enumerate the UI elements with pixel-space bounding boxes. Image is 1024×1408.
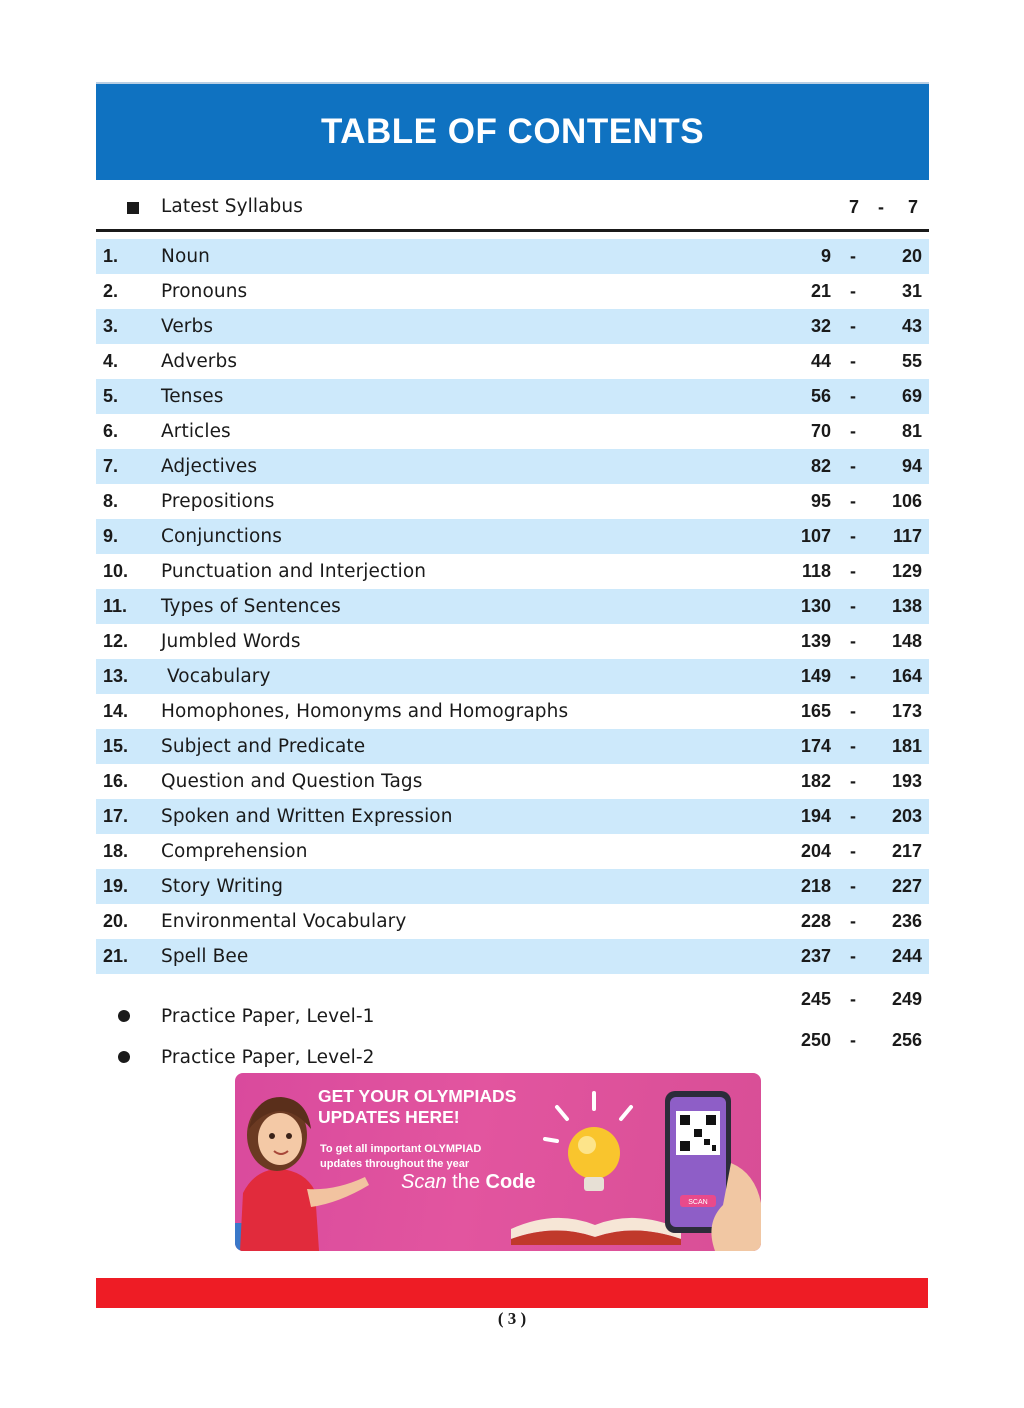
- page-number: ( 3 ): [497, 1309, 527, 1328]
- chapter-number: 5.: [103, 386, 119, 406]
- page-range-dash: -: [850, 596, 856, 616]
- practice-start-page: 245: [800, 989, 831, 1009]
- page-range-dash: -: [850, 841, 856, 861]
- chapter-start-page: 130: [800, 596, 831, 616]
- chapter-end-page: 81: [901, 421, 922, 441]
- chapter-title: Types of Sentences: [161, 596, 341, 617]
- chapter-start-page: 194: [800, 806, 831, 826]
- chapter-end-page: 138: [891, 596, 922, 616]
- chapter-row[interactable]: [96, 414, 929, 449]
- syllabus-entry[interactable]: [96, 188, 929, 224]
- chapter-end-page: 148: [891, 631, 922, 651]
- chapter-row[interactable]: [96, 379, 929, 414]
- banner-subtext-line-1: To get all important OLYMPIAD: [320, 1143, 482, 1155]
- page-range-dash: -: [850, 421, 856, 441]
- chapter-row[interactable]: [96, 904, 929, 939]
- chapter-number: 7.: [103, 456, 119, 476]
- chapter-row[interactable]: [96, 554, 929, 589]
- chapter-start-page: 139: [800, 631, 831, 651]
- chapter-title: Environmental Vocabulary: [161, 911, 407, 932]
- banner-heading-line-1: GET YOUR OLYMPIADS: [318, 1086, 517, 1106]
- chapter-row[interactable]: [96, 449, 929, 484]
- scan-the-code-text: [401, 1171, 536, 1194]
- page-range-dash: -: [850, 246, 856, 266]
- chapter-end-page: 164: [891, 666, 922, 686]
- chapter-start-page: 182: [800, 771, 831, 791]
- chapter-title: Prepositions: [161, 491, 275, 512]
- syllabus-dash: -: [878, 197, 884, 217]
- divider-rule: [96, 229, 929, 232]
- chapter-row[interactable]: [96, 239, 929, 274]
- chapter-title: Noun: [161, 246, 211, 267]
- banner-heading-line-2: UPDATES HERE!: [318, 1107, 460, 1127]
- olympiad-updates-banner[interactable]: [235, 1073, 761, 1251]
- page-range-dash: -: [850, 806, 856, 826]
- chapter-number: 12.: [103, 631, 129, 651]
- chapter-start-page: 118: [801, 561, 831, 581]
- banner-subtext-line-2: updates throughout the year: [320, 1158, 470, 1170]
- chapter-title: Conjunctions: [161, 526, 282, 547]
- chapter-start-page: 107: [800, 526, 831, 546]
- page-range-dash: -: [850, 701, 856, 721]
- footer-red-bar: [96, 1278, 928, 1308]
- chapter-end-page: 227: [891, 876, 922, 896]
- chapter-start-page: 149: [800, 666, 831, 686]
- chapter-end-page: 129: [891, 561, 922, 581]
- chapter-title: Pronouns: [161, 281, 248, 302]
- chapter-start-page: 95: [810, 491, 831, 511]
- chapter-row[interactable]: [96, 624, 929, 659]
- chapter-row[interactable]: [96, 484, 929, 519]
- page-range-dash: -: [850, 561, 856, 581]
- chapter-title: Subject and Predicate: [161, 736, 366, 757]
- chapter-start-page: 228: [800, 911, 831, 931]
- chapter-row[interactable]: [96, 519, 929, 554]
- chapter-number: 13.: [103, 666, 129, 686]
- chapter-row[interactable]: [96, 869, 929, 904]
- chapter-start-page: 56: [810, 386, 831, 406]
- chapter-number: 2.: [103, 281, 119, 301]
- chapter-title: Spell Bee: [161, 946, 249, 967]
- chapter-end-page: 203: [891, 806, 922, 826]
- practice-end-page: 256: [891, 1030, 922, 1050]
- chapter-row[interactable]: [96, 309, 929, 344]
- chapter-start-page: 9: [820, 246, 831, 266]
- chapter-start-page: 218: [800, 876, 831, 896]
- the-word: the: [446, 1171, 486, 1193]
- chapter-title: Tenses: [161, 386, 224, 407]
- chapter-number: 10.: [103, 561, 129, 581]
- page-range-dash: -: [850, 736, 856, 756]
- practice-end-page: 249: [891, 989, 922, 1009]
- chapter-start-page: 174: [800, 736, 831, 756]
- chapter-number: 9.: [103, 526, 119, 546]
- chapter-number: 20.: [103, 911, 129, 931]
- banner-heading: [318, 1086, 558, 1128]
- page-range-dash: -: [850, 1030, 856, 1050]
- chapter-title: Punctuation and Interjection: [161, 561, 427, 582]
- chapter-number: 19.: [103, 876, 129, 896]
- chapter-start-page: 82: [810, 456, 831, 476]
- syllabus-to-page: 7: [907, 197, 918, 217]
- chapter-number: 4.: [103, 351, 119, 371]
- toc-header: [96, 82, 929, 180]
- page-range-dash: -: [850, 351, 856, 371]
- chapter-row[interactable]: [96, 589, 929, 624]
- chapter-row[interactable]: [96, 939, 929, 974]
- chapter-title: Comprehension: [161, 841, 308, 862]
- chapter-title: Story Writing: [161, 876, 284, 897]
- round-bullet-icon: [118, 1051, 130, 1063]
- practice-paper-title: Practice Paper, Level-2: [161, 1047, 375, 1068]
- page-range-dash: -: [850, 911, 856, 931]
- chapter-title: Adverbs: [161, 351, 238, 372]
- banner-subtext: [320, 1142, 520, 1172]
- chapter-row[interactable]: [96, 764, 929, 799]
- chapter-end-page: 20: [901, 246, 922, 266]
- scan-word: Scan: [401, 1171, 447, 1193]
- page-range-dash: -: [850, 876, 856, 896]
- chapter-end-page: 193: [891, 771, 922, 791]
- chapter-title: Articles: [161, 421, 231, 442]
- page-range-dash: -: [850, 989, 856, 1009]
- chapter-title: Verbs: [161, 316, 214, 337]
- chapter-number: 16.: [103, 771, 129, 791]
- practice-start-page: 250: [800, 1030, 831, 1050]
- chapter-row[interactable]: [96, 799, 929, 834]
- chapter-end-page: 117: [892, 526, 922, 546]
- chapter-title: Spoken and Written Expression: [161, 806, 453, 827]
- chapter-number: 8.: [103, 491, 119, 511]
- square-bullet-icon: [127, 202, 139, 214]
- chapter-title: Adjectives: [161, 456, 258, 477]
- chapter-start-page: 70: [810, 421, 831, 441]
- page-range-dash: -: [850, 666, 856, 686]
- page-range-dash: -: [850, 526, 856, 546]
- chapter-number: 15.: [103, 736, 129, 756]
- page-range-dash: -: [850, 456, 856, 476]
- chapter-number: 6.: [103, 421, 119, 441]
- page-range-dash: -: [850, 281, 856, 301]
- chapter-start-page: 32: [810, 316, 831, 336]
- chapter-number: 3.: [103, 316, 119, 336]
- chapter-end-page: 244: [891, 946, 922, 966]
- chapter-end-page: 31: [901, 281, 922, 301]
- phone-icon: [665, 1091, 761, 1251]
- page-range-dash: -: [850, 631, 856, 651]
- chapter-row[interactable]: [96, 694, 929, 729]
- chapter-end-page: 69: [901, 386, 922, 406]
- chapter-number: 21.: [103, 946, 129, 966]
- page-range-dash: -: [850, 386, 856, 406]
- chapter-title: Vocabulary: [161, 666, 271, 687]
- chapter-end-page: 217: [891, 841, 922, 861]
- chapter-end-page: 173: [891, 701, 922, 721]
- chapter-number: 11.: [103, 596, 128, 616]
- open-book-icon: [511, 1218, 681, 1245]
- chapter-start-page: 237: [800, 946, 831, 966]
- chapter-number: 1.: [103, 246, 119, 266]
- chapter-start-page: 44: [810, 351, 831, 371]
- chapter-title: Homophones, Homonyms and Homographs: [161, 701, 569, 722]
- chapter-start-page: 204: [800, 841, 831, 861]
- page-range-dash: -: [850, 316, 856, 336]
- chapter-end-page: 181: [891, 736, 922, 756]
- chapter-title: Question and Question Tags: [161, 771, 423, 792]
- chapter-number: 14.: [103, 701, 129, 721]
- syllabus-label: Latest Syllabus: [161, 196, 303, 217]
- chapter-row[interactable]: [96, 274, 929, 309]
- round-bullet-icon: [118, 1010, 130, 1022]
- chapter-row[interactable]: [96, 834, 929, 869]
- practice-paper-title: Practice Paper, Level-1: [161, 1006, 375, 1027]
- chapter-end-page: 55: [901, 351, 922, 371]
- chapter-row[interactable]: [96, 659, 929, 694]
- chapter-title: Jumbled Words: [161, 631, 301, 652]
- page-title: TABLE OF CONTENTS: [320, 112, 705, 151]
- chapter-end-page: 106: [891, 491, 922, 511]
- chapter-end-page: 94: [901, 456, 922, 476]
- syllabus-from-page: 7: [848, 197, 859, 217]
- page-range-dash: -: [850, 946, 856, 966]
- phone-scan-button: SCAN: [688, 1199, 708, 1206]
- page-range-dash: -: [850, 771, 856, 791]
- page-range-dash: -: [850, 491, 856, 511]
- chapter-start-page: 165: [800, 701, 831, 721]
- chapter-number: 17.: [103, 806, 129, 826]
- chapter-number: 18.: [103, 841, 129, 861]
- chapter-start-page: 21: [810, 281, 831, 301]
- chapter-row[interactable]: [96, 729, 929, 764]
- chapter-end-page: 236: [891, 911, 922, 931]
- chapter-row[interactable]: [96, 344, 929, 379]
- chapter-end-page: 43: [901, 316, 922, 336]
- code-word: Code: [485, 1171, 536, 1193]
